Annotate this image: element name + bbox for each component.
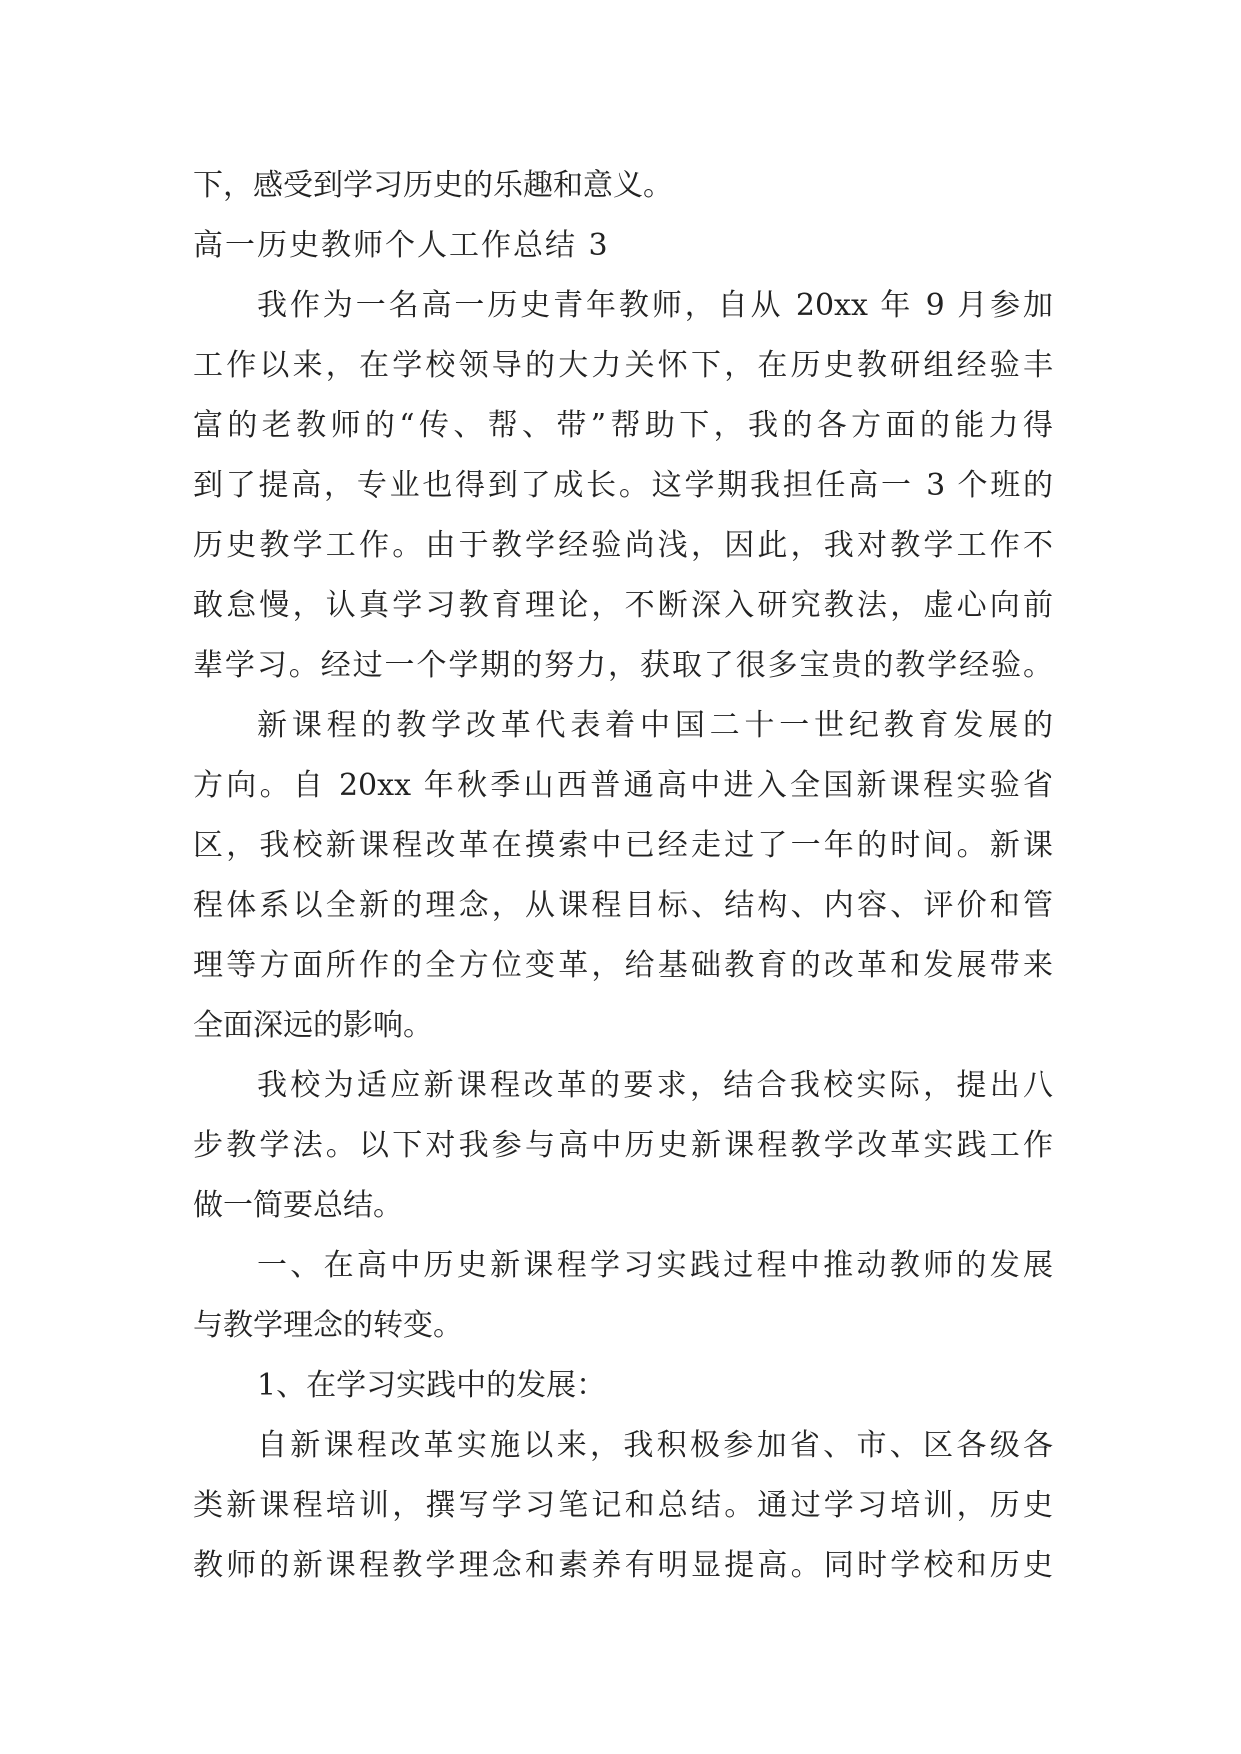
paragraph-line: 自新课程改革实施以来，我积极参加省、市、区各级各 bbox=[257, 1428, 1053, 1463]
paragraph-line: 教师的新课程教学理念和素养有明显提高。同时学校和历史 bbox=[193, 1548, 1053, 1583]
section-heading: 高一历史教师个人工作总结 3 bbox=[193, 228, 610, 263]
paragraph-line: 全面深远的影响。 bbox=[193, 1008, 433, 1043]
paragraph-line: 我校为适应新课程改革的要求，结合我校实际，提出八 bbox=[257, 1068, 1053, 1103]
paragraph-line: 做一简要总结。 bbox=[193, 1188, 403, 1223]
paragraph-line: 辈学习。经过一个学期的努力，获取了很多宝贵的教学经验。 bbox=[193, 648, 1053, 683]
paragraph-line: 新课程的教学改革代表着中国二十一世纪教育发展的 bbox=[257, 708, 1053, 743]
paragraph-line: 方向。自 20xx 年秋季山西普通高中进入全国新课程实验省 bbox=[193, 768, 1053, 803]
paragraph-line: 敢怠慢，认真学习教育理论，不断深入研究教法，虚心向前 bbox=[193, 588, 1053, 623]
section-heading-line: 与教学理念的转变。 bbox=[193, 1308, 463, 1343]
paragraph-line: 区，我校新课程改革在摸索中已经走过了一年的时间。新课 bbox=[193, 828, 1053, 863]
paragraph-line: 工作以来，在学校领导的大力关怀下，在历史教研组经验丰 bbox=[193, 348, 1053, 383]
paragraph-line: 我作为一名高一历史青年教师，自从 20xx 年 9 月参加 bbox=[257, 288, 1053, 323]
paragraph-line: 程体系以全新的理念，从课程目标、结构、内容、评价和管 bbox=[193, 888, 1053, 923]
paragraph-line: 历史教学工作。由于教学经验尚浅，因此，我对教学工作不 bbox=[193, 528, 1053, 563]
paragraph-line: 下，感受到学习历史的乐趣和意义。 bbox=[193, 168, 673, 203]
paragraph-line: 类新课程培训，撰写学习笔记和总结。通过学习培训，历史 bbox=[193, 1488, 1053, 1523]
paragraph-line: 到了提高，专业也得到了成长。这学期我担任高一 3 个班的 bbox=[193, 468, 1053, 503]
paragraph-line: 富的老教师的“传、帮、带”帮助下，我的各方面的能力得 bbox=[193, 408, 1053, 443]
subsection-heading: 1、在学习实践中的发展： bbox=[257, 1368, 607, 1403]
paragraph-line: 理等方面所作的全方位变革，给基础教育的改革和发展带来 bbox=[193, 948, 1053, 983]
section-heading-line: 一、在高中历史新课程学习实践过程中推动教师的发展 bbox=[257, 1248, 1053, 1283]
paragraph-line: 步教学法。以下对我参与高中历史新课程教学改革实践工作 bbox=[193, 1128, 1053, 1163]
